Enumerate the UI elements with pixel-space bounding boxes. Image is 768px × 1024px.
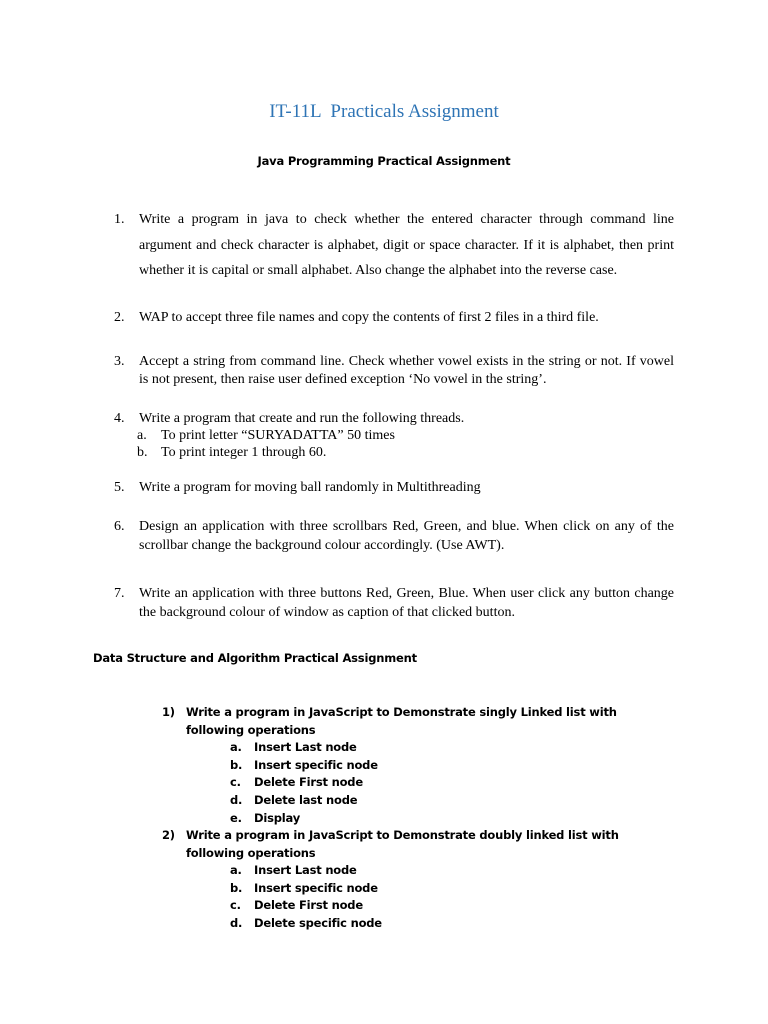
java-item-text: Design an application with three scrollbars Red, Green, and blue. When click on any of the scrollbar change the background colour accordingly. (Use AWT). xyxy=(139,519,674,553)
java-item-1 xyxy=(114,207,674,284)
dsa-subitem xyxy=(162,810,662,828)
subitem-letter: a. xyxy=(137,428,147,443)
subitem-letter: c. xyxy=(230,898,241,913)
subitem-text: Delete First node xyxy=(254,898,363,913)
subitem-text: Display xyxy=(254,810,301,825)
java-item-text: Write a program in java to check whether the entered character through command line argument and check character is alphabet, digit or space character. If it is alphabet, then print whether it is capital or small alphabet. Also change the alphabet into the reverse case. xyxy=(139,212,674,278)
subitem-letter: d. xyxy=(230,915,243,930)
dsa-section-heading: Data Structure and Algorithm Practical Assignment xyxy=(93,651,417,665)
subitem-letter: d. xyxy=(230,792,243,807)
java-item-number: 3. xyxy=(114,354,125,369)
java-item-7 xyxy=(114,584,674,622)
subitem-text: Insert Last node xyxy=(254,863,357,878)
subitem-text: Insert specific node xyxy=(254,757,378,772)
java-item-number: 7. xyxy=(114,586,125,601)
dsa-subitem xyxy=(162,774,662,792)
java-item-text: Accept a string from command line. Check whether vowel exists in the string or not. If vowel is not present, then raise user defined exception ‘No vowel in the string’. xyxy=(139,354,674,387)
subitem-letter: e. xyxy=(230,810,242,825)
subitem-letter: c. xyxy=(230,775,241,790)
java-item-text: Write a program for moving ball randomly in Multithreading xyxy=(139,480,481,495)
java-item-number: 2. xyxy=(114,310,125,325)
java-item-text: Write an application with three buttons Red, Green, Blue. When user click any button change the background colour of window as caption of that clicked button. xyxy=(139,586,674,620)
subitem-letter: a. xyxy=(230,863,242,878)
java-section-heading: Java Programming Practical Assignment xyxy=(257,154,511,168)
page-title: IT-11L Practicals Assignment xyxy=(269,101,499,122)
java-item-2 xyxy=(114,309,674,326)
java-item-5 xyxy=(114,479,674,496)
subitem-text: Insert specific node xyxy=(254,880,378,895)
subitem-letter: b. xyxy=(230,880,243,895)
dsa-subitem xyxy=(162,862,662,880)
dsa-subitem xyxy=(162,757,662,775)
subitem-text: Insert Last node xyxy=(254,740,357,755)
java-item-text: WAP to accept three file names and copy the contents of first 2 files in a third file. xyxy=(139,310,599,325)
java-item-number: 4. xyxy=(114,411,125,426)
subitem-text: Delete First node xyxy=(254,775,363,790)
java-subitem xyxy=(114,444,674,461)
dsa-item-number: 2) xyxy=(162,828,175,842)
subitem-letter: b. xyxy=(230,757,243,772)
subitem-letter: a. xyxy=(230,740,242,755)
java-item-number: 6. xyxy=(114,519,125,534)
subitem-text: To print integer 1 through 60. xyxy=(161,445,327,460)
dsa-subitem xyxy=(162,739,662,757)
dsa-subitem xyxy=(162,915,662,933)
dsa-item-1 xyxy=(162,704,662,827)
java-item-number: 1. xyxy=(114,212,125,227)
dsa-item-text: Write a program in JavaScript to Demonstrate singly Linked list with following operations xyxy=(186,705,617,737)
subitem-letter: b. xyxy=(137,445,148,460)
java-item-6 xyxy=(114,517,674,555)
dsa-subitem xyxy=(162,897,662,915)
java-item-number: 5. xyxy=(114,480,125,495)
dsa-subitem xyxy=(162,880,662,898)
java-item-4 xyxy=(114,410,674,461)
java-item-text: Write a program that create and run the following threads. xyxy=(139,411,465,426)
dsa-item-text: Write a program in JavaScript to Demonstrate doubly linked list with following operations xyxy=(186,828,619,860)
java-item-3 xyxy=(114,353,674,389)
subitem-text: Delete last node xyxy=(254,792,358,807)
subitem-text: To print letter “SURYADATTA” 50 times xyxy=(161,428,395,443)
dsa-item-2 xyxy=(162,827,662,933)
dsa-item-number: 1) xyxy=(162,705,175,719)
dsa-subitem xyxy=(162,792,662,810)
subitem-text: Delete specific node xyxy=(254,915,382,930)
java-subitem xyxy=(114,427,674,444)
